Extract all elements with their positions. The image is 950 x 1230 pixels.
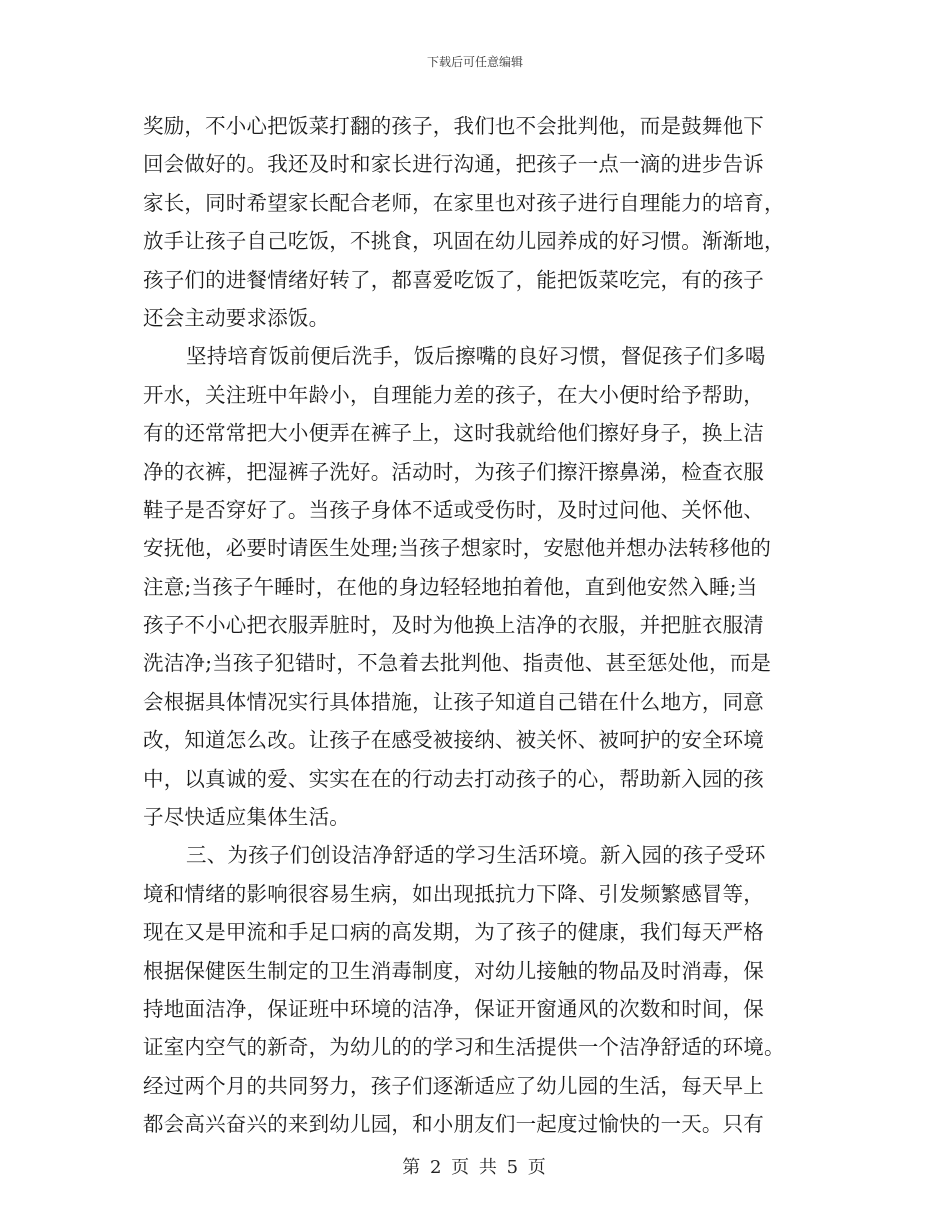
text-line: 洗洁净;当孩子犯错时，不急着去批判他、指责他、甚至惩处他，而是 [143, 651, 772, 676]
paragraph-start-line: 三、为孩子们创设洁净舒适的学习生活环境。新入园的孩子受环 [186, 843, 766, 868]
text-line: 奖励，不小心把饭菜打翻的孩子，我们也不会批判他，而是鼓舞他下 [143, 114, 764, 138]
text-line: 鞋子是否穿好了。当孩子身体不适或受伤时，及时过问他、关怀他、 [143, 497, 764, 522]
text-line: 注意;当孩子午睡时，在他的身边轻轻地拍着他，直到他安然入睡;当 [143, 574, 758, 599]
text-line: 子尽快适应集体生活。 [143, 805, 350, 830]
text-line: 净的衣裤，把湿裤子洗好。活动时，为孩子们擦汗擦鼻涕，检查衣服 [143, 459, 764, 484]
page-number-footer: 第 2 页 共 5 页 [402, 1157, 548, 1178]
text-line: 有的还常常把大小便弄在裤子上，这时我就给他们擦好身子，换上洁 [143, 421, 764, 446]
text-line: 境和情绪的影响很容易生病，如出现抵抗力下降、引发频繁感冒等， [143, 881, 764, 906]
text-line: 根据保健医生制定的卫生消毒制度，对幼儿接触的物品及时消毒，保 [143, 958, 764, 983]
text-line: 证室内空气的新奇，为幼儿的的学习和生活提供一个洁净舒适的环境。 [143, 1035, 785, 1060]
body-text [143, 107, 807, 1144]
text-line: 开水，关注班中年龄小，自理能力差的孩子，在大小便时给予帮助， [143, 382, 764, 407]
header-note: 下载后可任意编辑 [426, 55, 523, 69]
text-line: 都会高兴奋兴的来到幼儿园，和小朋友们一起度过愉快的一天。只有 [143, 1112, 764, 1137]
text-line: 经过两个月的共同努力，孩子们逐渐适应了幼儿园的生活，每天早上 [143, 1073, 764, 1098]
text-line: 孩子不小心把衣服弄脏时，及时为他换上洁净的衣服，并把脏衣服清 [143, 613, 764, 638]
paragraph-start-line: 坚持培育饭前便后洗手，饭后擦嘴的良好习惯，督促孩子们多喝 [186, 344, 766, 369]
text-line: 安抚他，必要时请医生处理;当孩子想家时，安慰他并想办法转移他的 [143, 536, 772, 561]
text-line: 会根据具体情况实行具体措施，让孩子知道自己错在什么地方，同意 [143, 689, 764, 714]
text-line: 孩子们的进餐情绪好转了，都喜爱吃饭了，能把饭菜吃完，有的孩子 [143, 267, 764, 292]
text-line: 家长，同时希望家长配合老师，在家里也对孩子进行自理能力的培育， [143, 190, 785, 215]
text-line: 中，以真诚的爱、实实在在的行动去打动孩子的心，帮助新入园的孩 [143, 766, 764, 791]
text-line: 持地面洁净，保证班中环境的洁净，保证开窗通风的次数和时间，保 [143, 996, 764, 1021]
text-line: 回会做好的。我还及时和家长进行沟通，把孩子一点一滴的进步告诉 [143, 152, 764, 177]
text-line: 改，知道怎么改。让孩子在感受被接纳、被关怀、被呵护的安全环境 [143, 728, 764, 753]
text-line: 还会主动要求添饭。 [143, 305, 330, 330]
text-line: 现在又是甲流和手足口病的高发期，为了孩子的健康，我们每天严格 [143, 920, 764, 945]
text-line: 放手让孩子自己吃饭，不挑食，巩固在幼儿园养成的好习惯。渐渐地， [143, 229, 785, 254]
